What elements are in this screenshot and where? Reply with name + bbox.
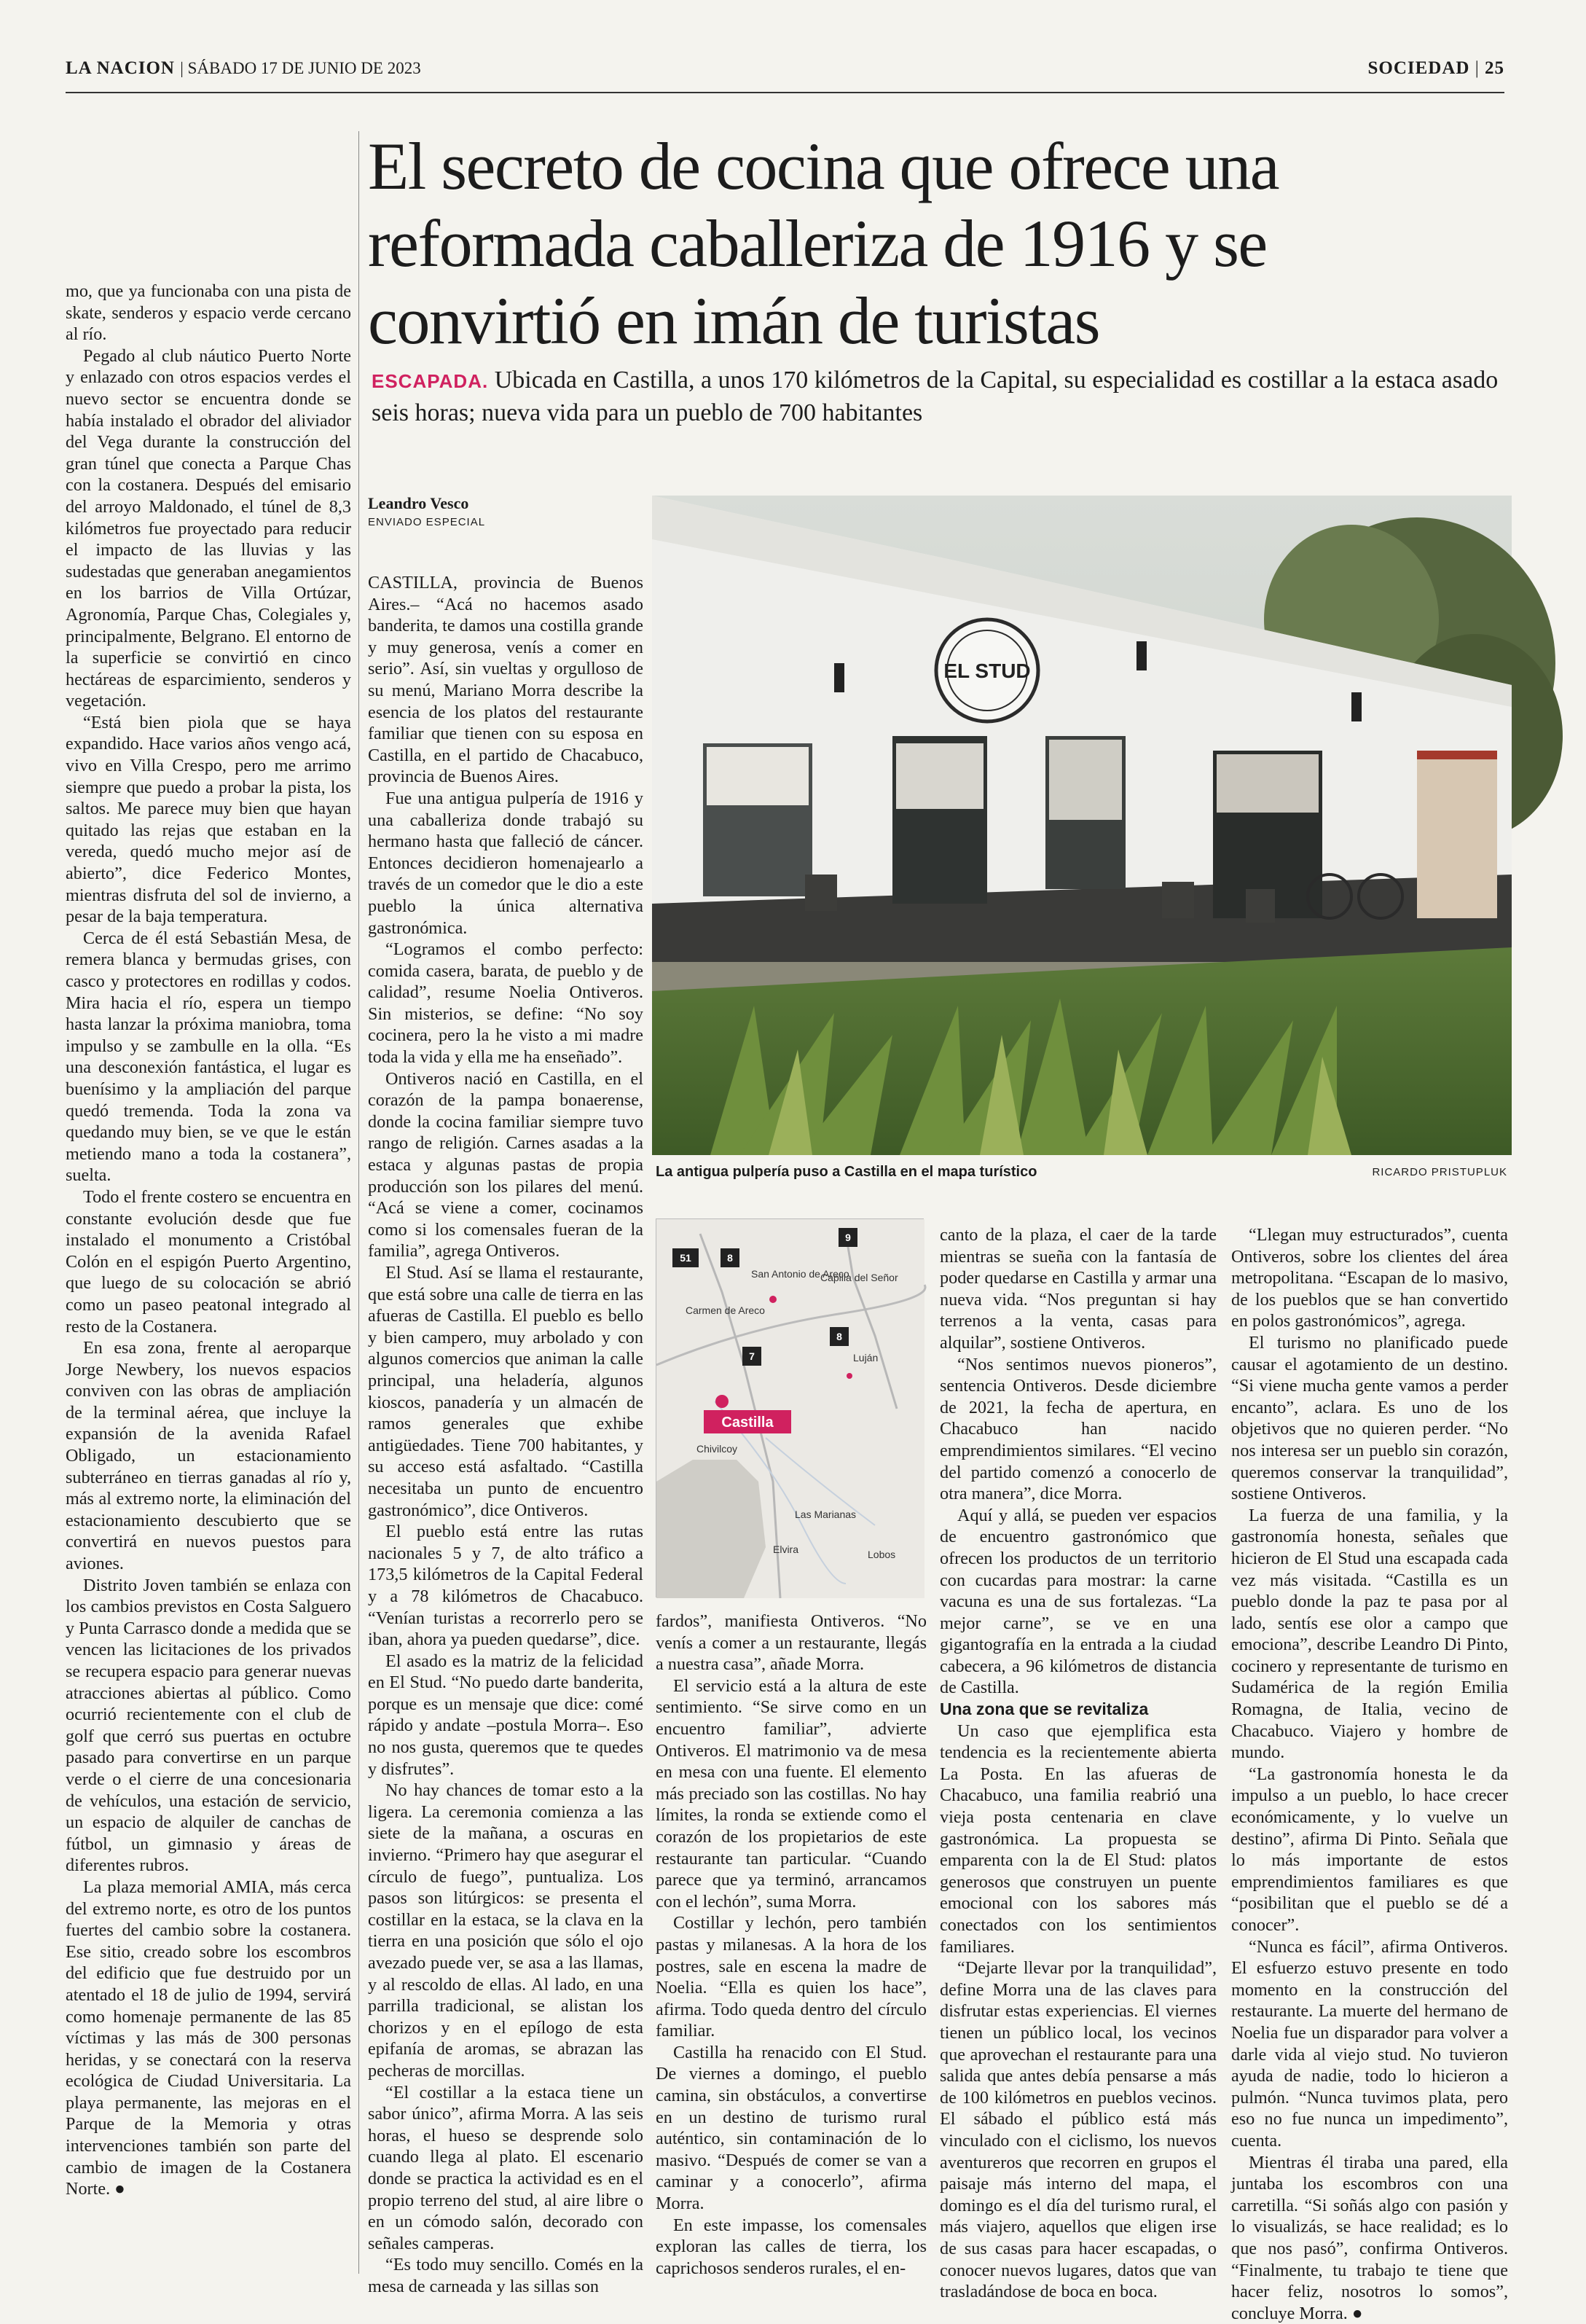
column-rule bbox=[358, 131, 359, 2274]
section-name: SOCIEDAD bbox=[1367, 58, 1470, 78]
author-role: ENVIADO ESPECIAL bbox=[368, 516, 486, 528]
article-deck bbox=[372, 364, 1508, 429]
article-paragraph: “Logramos el combo perfecto: comida casera, barata, de pueblo y de calidad”, resume Noelia Ontiveros. Sin misterios, se define: “No soy cocinera, pero la he visto a mi madre toda la vida y ella me ha enseñado”. bbox=[368, 939, 643, 1068]
route-label: 8 bbox=[836, 1331, 842, 1342]
article-paragraph: No hay chances de tomar esto a la ligera. La ceremonia comienza a las siete de la mañana, a oscuras en invierno. “Primero hay que asegurar el círculo de fuego”, puntualiza. Los pasos son litúrgicos: se presenta el costillar en la estaca, se la clava en la tierra en una posición que sólo el ojo avezado puede ver, se asa a las llamas, y al rescoldo de ellas. Al lado, en una parrilla tradicional, se alistan los chorizos y en el epílogo de esta epifanía de aromas, se abrazan las pecheras de morcillas. bbox=[368, 1780, 643, 2081]
article-paragraph: Ontiveros nació en Castilla, en el corazón de la pampa bonaerense, donde la cocina familiar siempre tuvo rango de religión. Carnes asadas a la estaca y algunas pastas de propia producción son los pilares del menú. “Acá se viene a comer, cocinamos como si los comensales fueran de la familia”, agrega Ontiveros. bbox=[368, 1068, 643, 1261]
previous-article-column bbox=[66, 281, 351, 2255]
map-place: Chivilcoy bbox=[696, 1443, 738, 1455]
map-place: Las Marianas bbox=[795, 1509, 857, 1520]
restaurant-photo bbox=[652, 496, 1512, 1155]
map-place: Carmen de Areco bbox=[686, 1304, 765, 1316]
article-paragraph: El Stud. Así se llama el restaurante, que está sobre una calle de tierra en las afueras de Castilla. El pueblo es bello y bien campero, muy arbolado y con algunos comercios que animan la calle principal, una heladería, algunos kioscos, panadería y un almacén de ramos generales que exhibe antigüedades. Tiene 700 habitantes, y su acceso está asfaltado. “Castilla necesitaba un punto de encuentro gastronómico”, dice Ontiveros. bbox=[368, 1263, 643, 1520]
prev-paragraph: En esa zona, frente al aeroparque Jorge Newbery, los nuevos espacios conviven con las obras de ampliación de la terminal aérea, que incluye la expansión de la avenida Rafael Obligado, un estacionamiento subterráneo en tierras ganadas al río y, más al extremo norte, la eliminación del estacionamiento descubierto que se convertirá en nuevos puestos para aviones. bbox=[66, 1338, 351, 1574]
section-folio: SOCIEDAD | 25 bbox=[1367, 58, 1504, 78]
page-number: 25 bbox=[1485, 58, 1504, 78]
route-label: 7 bbox=[749, 1350, 755, 1362]
article-paragraph: “Dejarte llevar por la tranquilidad”, define Morra una de las claves para disfrutar estas experiencias. El viernes tienen un público local, los vecinos que aprovechan el restaurante para una salida que antes debía pensarse a más de 100 kilómetros en pueblos vecinos. El sábado el público está más vinculado con el ciclismo, los nuevos aventureros que recorren en grupos el paisaje más interno del mapa, el domingo es el día del turismo rural, el más viajero, aquellos que eligen irse de sus casas para hacer escapadas, o conocer nuevos lugares, datos que van trasladándose de boca en boca. bbox=[940, 1958, 1217, 2302]
prev-paragraph: “Está bien piola que se haya expandido. Hace varios años vengo acá, vivo en Villa Crespo, pero me arrimo siempre que puedo a probar la pista, los saltos. Me parece muy bien que hayan quitado las rejas que estaban en la vereda, quedó mucho mejor así de abierto”, dice Federico Montes, mientras disfruta del sol de invierno, a pesar de la baja temperatura. bbox=[66, 712, 351, 927]
map-graphic bbox=[656, 1219, 924, 1598]
article-paragraph: Fue una antigua pulpería de 1916 y una caballeriza donde trabajó su hermano hasta que falleció de cáncer. Entonces decidieron homenajearlo a través de un comedor que le dio a este pueblo la única alternativa gastronómica. bbox=[368, 788, 643, 938]
deck-text: Ubicada en Castilla, a unos 170 kilómetros de la Capital, su especialidad es costillar a la estaca asado seis horas; nueva vida para un pueblo de 700 habitantes bbox=[372, 367, 1499, 426]
article-paragraph: fardos”, manifiesta Ontiveros. “No venís a comer a un restaurante, llegás a nuestra casa”, añade Morra. bbox=[656, 1611, 927, 1675]
route-label: 8 bbox=[727, 1252, 733, 1264]
article-paragraph: La fuerza de una familia, y la gastronomía honesta, señales que hicieron de El Stud una escapada cada vez más visitada. “Castilla es un pueblo donde la paz te pasa por al lado, sentís ese olor a campo que emociona”, describe Leandro Di Pinto, cocinero y representante de turismo en Sudamérica de la región Emilia Romagna, de Italia, vecino de Chacabuco. Viajero y hombre de mundo. bbox=[1231, 1505, 1508, 1763]
article-column-3 bbox=[940, 1224, 1217, 2302]
prev-paragraph: Pegado al club náutico Puerto Norte y enlazado con otros espacios verdes el nuevo sector se encuentra donde se había instalado el obrador del aliviador del Vega durante la construcción del gran túnel que conecta a Parque Chas con la costanera. Después del emisario del arroyo Maldonado, el túnel de 8,3 kilómetros fue proyectado para reducir el impacto de las lluvias y las sudestadas que generaban anegamientos en los barrios de Villa Ortúzar, Agronomía, Parque Chas, Colegiales y, principalmente, Belgrano. El entorno de la superficie se convirtió en cinco hectáreas de esparcimiento, senderos y vegetación. bbox=[66, 345, 351, 711]
prev-paragraph: La plaza memorial AMIA, más cerca del extremo norte, es otro de los puntos fuertes del cambio sobre la costanera. Ese sitio, creado sobre los escombros del edificio que fue destruido por un atentado el 18 de julio de 1994, servirá como homenaje permanente de las 85 víctimas y las más de 300 personas heridas, y se conectará con la reserva ecológica de Ciudad Universitaria. La playa permanente, las mejoras en el Parque de la Memoria y otras intervenciones también son parte del cambio de imagen de la Costanera Norte. ● bbox=[66, 1877, 351, 2199]
map-place: Elvira bbox=[773, 1544, 799, 1555]
prev-paragraph: Todo el frente costero se encuentra en constante evolución desde que fue instalado el monumento a Cristóbal Colón en el espigón Puerto Argentino, que luego de su colocación se abrió como un paseo peatonal integrado al resto de la Costanera. bbox=[66, 1186, 351, 1337]
author-name: Leandro Vesco bbox=[368, 494, 469, 512]
route-label: 9 bbox=[845, 1232, 851, 1243]
article-paragraph: “Llegan muy estructurados”, cuenta Ontiveros, sobre los clientes del área metropolitana. “Escapan de lo masivo, de los pueblos que se han convertido en polos gastronómicos”, agrega. bbox=[1231, 1225, 1508, 1331]
article-paragraph: “La gastronomía honesta le da impulso a un pueblo, lo hace crecer económicamente, y lo vuelve un destino”, afirma Di Pinto. Señala que lo más importante de estos emprendimientos familiares es que “posibilitan que el pueblo se dé a conocer”. bbox=[1231, 1764, 1508, 1935]
prev-paragraph: mo, que ya funcionaba con una pista de skate, senderos y espacio verde cercano al río. bbox=[66, 281, 351, 345]
issue-date: SÁBADO 17 DE JUNIO DE 2023 bbox=[187, 59, 421, 77]
map-place: Lobos bbox=[868, 1549, 896, 1560]
map-place: Luján bbox=[853, 1352, 879, 1364]
photo-illustration bbox=[652, 496, 1512, 1155]
article-paragraph: El turismo no planificado puede causar el agotamiento de un destino. “Si viene mucha gente vamos a perder encanto”, aclara. Es uno de los objetivos que no quieren perder. “No nos interesa ser un pueblo sin corazón, queremos conservar la tranquilidad”, sostiene Ontiveros. bbox=[1231, 1332, 1508, 1504]
article-paragraph: “El costillar a la estaca tiene un sabor único”, afirma Morra. A las seis horas, el hueso se desprende solo cuando llega al plato. El escenario donde se practica la actividad es en el propio terreno del stud, al aire libre o en un cómodo salón, decorado con señales camperas. bbox=[368, 2082, 643, 2253]
map-highlight-castilla: Castilla bbox=[721, 1415, 774, 1431]
byline bbox=[368, 494, 643, 528]
article-paragraph: Un caso que ejemplifica esta tendencia es la recientemente abierta La Posta. En las afueras de Chacabuco, una familia reabrió una vieja posta centenaria en clave gastronómica. La propuesta se emparenta con la de El Stud: platos generosos que construyen un puente emocional con los sabores más conectados con los sentimientos familiares. bbox=[940, 1721, 1217, 1957]
article-column-4 bbox=[1231, 1224, 1508, 2323]
prev-paragraph: Cerca de él está Sebastián Mesa, de remera blanca y bermudas grises, con casco y protectores en rodillas y codos. Mira hacia el río, espera un tiempo hasta lanzar la próxima maniobra, toma impulso y se zambulle en la olla. “Es una desconexión fantástica, el lugar es buenísimo y la ampliación del parque quedó tremenda. Toda la zona va quedando muy bien, se ve que le están metiendo mano a toda la costanera”, suelta. bbox=[66, 928, 351, 1186]
article-paragraph: “Es todo muy sencillo. Comés en la mesa de carneada y las sillas son bbox=[368, 2255, 643, 2296]
article-title: El secreto de cocina que ofrece una reformada caballeriza de 1916 y se convirtió en imán de turistas bbox=[368, 129, 1279, 358]
kicker-label: ESCAPADA. bbox=[372, 370, 489, 392]
photo-caption: La antigua pulpería puso a Castilla en el mapa turístico bbox=[656, 1164, 1037, 1180]
newspaper-name: LA NACION bbox=[66, 58, 175, 78]
article-paragraph: “Nos sentimos nuevos pioneros”, sentencia Ontiveros. Desde diciembre de 2021, la fecha de apertura, en Chacabuco han nacido emprendimientos similares. “El vecino del partido comenzó a conocerlo de otra manera”, dice Morra. bbox=[940, 1354, 1217, 1504]
article-paragraph: El pueblo está entre las rutas nacionales 5 y 7, de alto tráfico a 173,5 kilómetros de la Capital Federal y a 78 kilómetros de Chacabuco. “Venían turistas a recorrerlo pero se iban, ahora ya pueden quedarse”, dice. bbox=[368, 1522, 643, 1650]
location-map bbox=[656, 1218, 924, 1597]
masthead: LA NACION | SÁBADO 17 DE JUNIO DE 2023 bbox=[66, 58, 421, 78]
article-paragraph: Costillar y lechón, pero también pastas y milanesas. A la hora de los postres, sale en escena la madre de Noelia. “Ella es quien los hace”, afirma. Todo queda dentro del círculo familiar. bbox=[656, 1913, 927, 2041]
prev-paragraph: Distrito Joven también se enlaza con los cambios previstos en Costa Salguero y Punta Carrasco donde a medida que se vencen las licitaciones de los privados se recupera espacio para generar nuevas atracciones abiertas al público. Como ocurrió recientemente con el club de golf que cerró sus puertas en octubre pasado para convertirse en un parque verde o el cierre de una concesionaria de vehículos, una estación de servicio, un espacio de alquiler de canchas de fútbol, un gimnasio y áreas de diferentes rubros. bbox=[66, 1575, 351, 1876]
article-paragraph: CASTILLA, provincia de Buenos Aires.– “Acá no hacemos asado banderita, te damos una costilla grande y muy generosa, venís a comer en serio”. Así, sin vueltas y orgulloso de su menú, Mariano Morra describe la esencia de los platos del restaurante familiar que tienen con su esposa en Castilla, en el partido de Chacabuco, provincia de Buenos Aires. bbox=[368, 573, 643, 787]
article-paragraph: “Nunca es fácil”, afirma Ontiveros. El esfuerzo estuvo presente en todo momento en la construcción del restaurante. La muerte del hermano de Noelia fue un disparador para volver a darle vida al viejo stud. No tuvieron ayuda de nadie, todo lo hicieron a pulmón. “Nunca tuvimos plata, pero eso no fue nunca un impedimento”, cuenta. bbox=[1231, 1936, 1508, 2151]
article-paragraph: En este impasse, los comensales exploran las calles de tierra, los caprichosos senderos rurales, el en- bbox=[656, 2215, 927, 2278]
map-place: San Antonio de Areco bbox=[751, 1268, 849, 1280]
article-paragraph: Castilla ha renacido con El Stud. De viernes a domingo, el pueblo camina, sin obstáculos, a convertirse en un destino de turismo rural auténtico, sin contaminación de lo masivo. “Después de comer se van a caminar y a conocerlo”, afirma Morra. bbox=[656, 2042, 927, 2214]
section-subhead: Una zona que se revitaliza bbox=[940, 1699, 1149, 1719]
page-header bbox=[66, 58, 1504, 89]
article-paragraph: El servicio está a la altura de este sentimiento. “Se sirve como en un encuentro familiar”, advierte Ontiveros. El matrimonio va de mesa en mesa con una fuente. El elemento más preciado son las costillas. No hay límites, la ronda se extiende como el corazón de los propietarios de este restaurante tan particular. “Cuando parece que ya terminó, arrancamos con el lechón”, suma Morra. bbox=[656, 1675, 927, 1912]
article-paragraph: Mientras él tiraba una pared, ella juntaba los escombros con una carretilla. “Si soñás algo con pasión y lo visualizás, se hace realidad; es lo que nos pasó”, confirma Ontiveros. “Finalmente, tu trabajo te tiene que hacer feliz, nosotros lo somos”, concluye Morra. ● bbox=[1231, 2152, 1508, 2323]
route-label: 51 bbox=[680, 1252, 691, 1264]
article-paragraph: El asado es la matriz de la felicidad en El Stud. “No puedo darte banderita, porque es un mensaje que dice: comé rápido y andate –postula Morra–. Eso no nos gusta, queremos que te quedes y disfrutes”. bbox=[368, 1651, 643, 1779]
photo-credit: RICARDO PRISTUPLUK bbox=[1372, 1166, 1507, 1178]
article-column-2 bbox=[656, 1611, 927, 2296]
map-place: Capilla del Señor bbox=[820, 1272, 898, 1283]
header-rule bbox=[66, 92, 1504, 93]
article-column-1 bbox=[368, 572, 643, 2299]
article-paragraph: Aquí y allá, se pueden ver espacios de encuentro gastronómico que ofrecen los productos de un territorio con cucardas para mostrar: la carne vacuna es una de sus fortalezas. “La mejor carne”, se ve en una gigantografía en la entrada a la ciudad cabecera, a 96 kilómetros de distancia de Castilla. bbox=[940, 1505, 1217, 1698]
photo-sign-text: EL STUD bbox=[943, 660, 1031, 682]
article-paragraph: canto de la plaza, el caer de la tarde mientras se sueña con la fantasía de poder quedarse en Castilla y armar una nueva vida. “Nos preguntan si hay terrenos a la venta, casas para alquilar”, sostiene Ontiveros. bbox=[940, 1225, 1217, 1353]
